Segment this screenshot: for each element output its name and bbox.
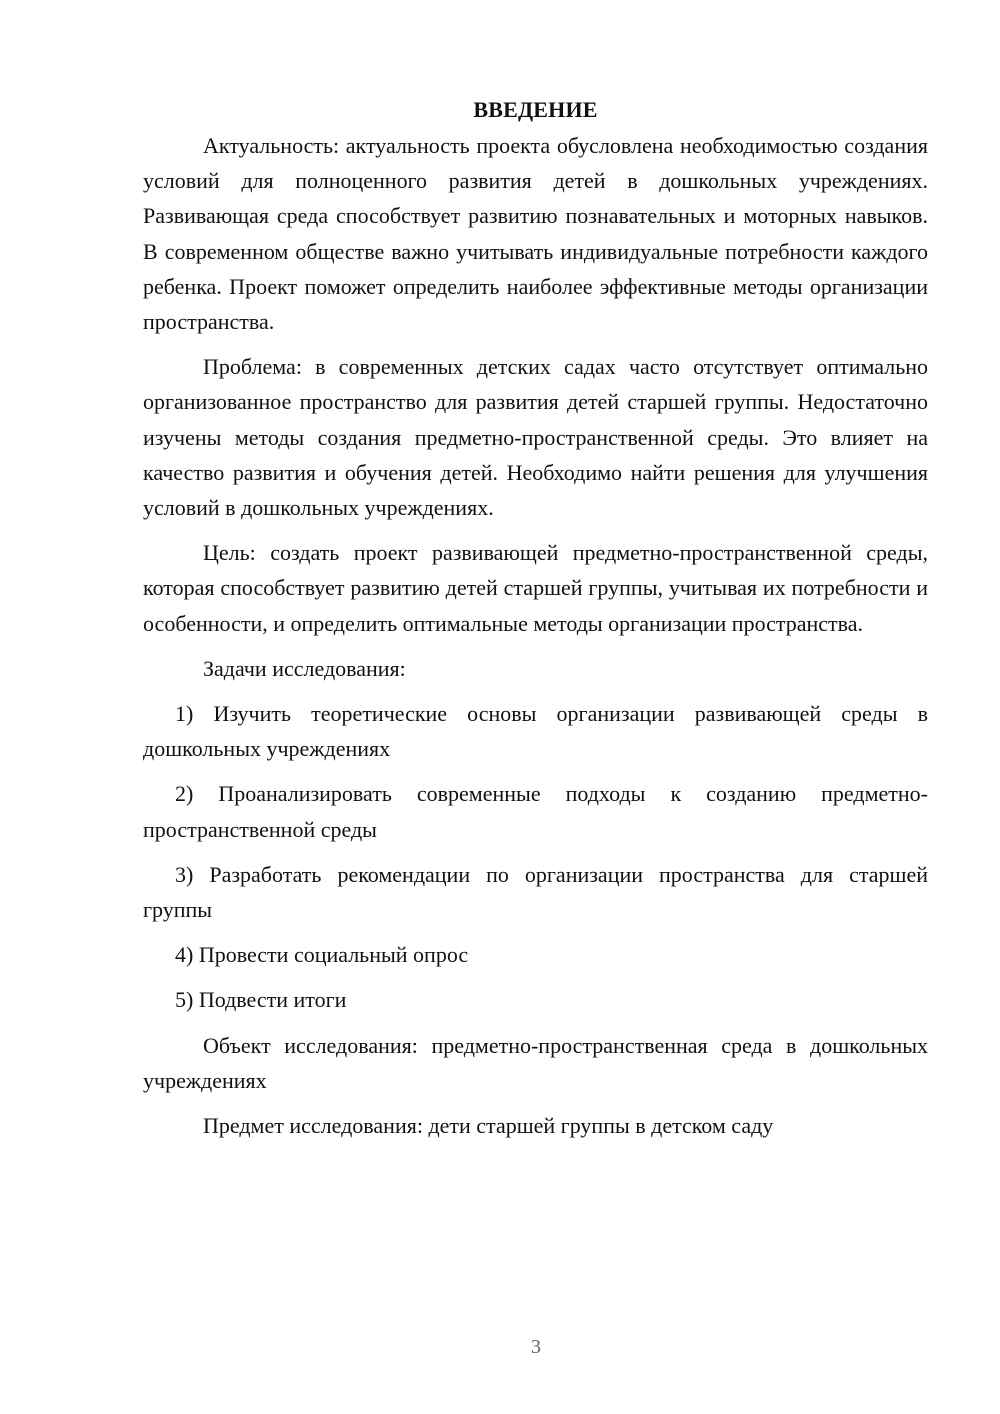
page-content: [143, 94, 928, 1153]
subject-paragraph: Предмет исследования: дети старшей группы в детском саду: [203, 1113, 774, 1139]
task-item-5: 5) Подвести итоги: [175, 987, 347, 1013]
task-item-2: 2) Проанализировать современные подходы к созданию предметно-пространственной среды: [143, 781, 928, 842]
tasks-heading: Задачи исследования:: [203, 655, 406, 681]
task-item-1: 1) Изучить теоретические основы организации развивающей среды в дошкольных учреждениях: [143, 701, 928, 762]
page-title: ВВЕДЕНИЕ: [473, 97, 598, 122]
task-item-4: 4) Провести социальный опрос: [175, 942, 469, 968]
problem-paragraph: Проблема: в современных детских садах часто отсутствует оптимально организованное пространство для развития детей старшей группы. Недостаточно изучены методы создания предметно-пространственной среды. Это влияет на качество развития и обучения детей. Необходимо найти решения для улучшения условий в дошкольных учреждениях.: [143, 354, 928, 521]
page-number: 3: [531, 1336, 541, 1358]
object-paragraph: Объект исследования: предметно-пространственная среда в дошкольных учреждениях: [143, 1032, 928, 1093]
relevance-paragraph: Актуальность: актуальность проекта обусловлена необходимостью создания условий для полноценного развития детей в дошкольных учреждениях. Развивающая среда способствует развитию познавательных и моторных навыков. В современном обществе важно учитывать индивидуальные потребности каждого ребенка. Проект поможет определить наиболее эффективные методы организации пространства.: [143, 133, 928, 335]
goal-paragraph: Цель: создать проект развивающей предметно-пространственной среды, которая способствует развитию детей старшей группы, учитывая их потребности и особенности, и определить оптимальные методы организации пространства.: [143, 540, 928, 636]
task-item-3: 3) Разработать рекомендации по организации пространства для старшей группы: [143, 861, 928, 923]
